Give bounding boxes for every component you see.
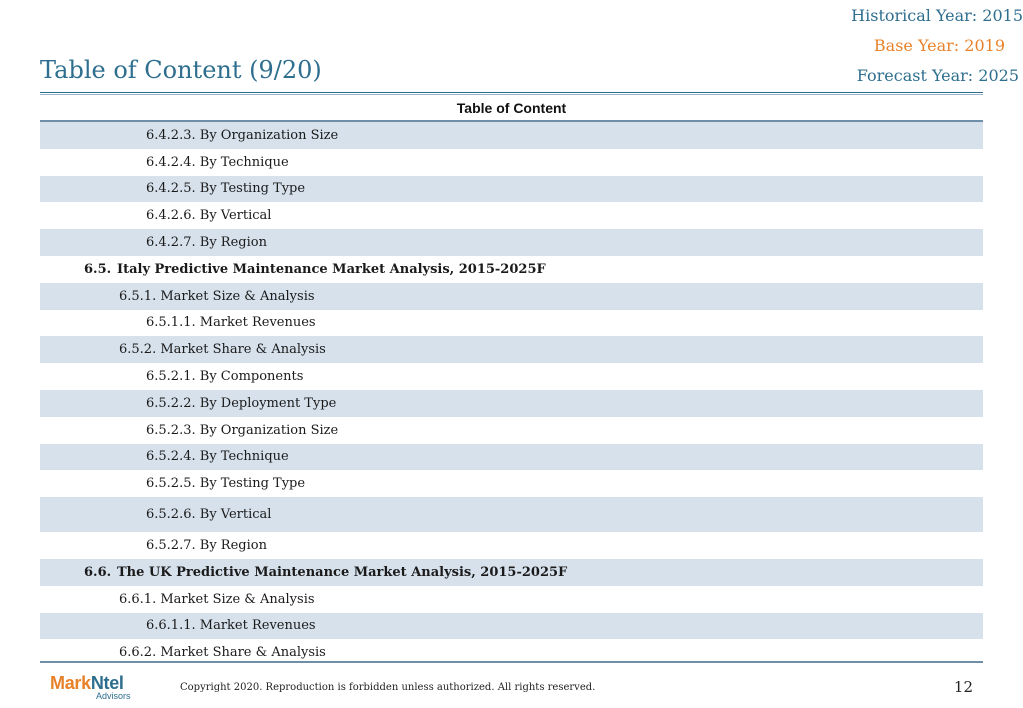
toc-row-number: 6.5.2.1. bbox=[146, 369, 196, 385]
toc-row-number: 6.5.2.3. bbox=[146, 422, 196, 438]
toc-row bbox=[40, 229, 983, 256]
toc-row bbox=[40, 586, 983, 613]
toc-row bbox=[40, 497, 983, 532]
toc-row-text: By Vertical bbox=[199, 507, 272, 523]
toc-row bbox=[40, 283, 983, 310]
toc-row-number: 6.5. bbox=[84, 261, 112, 277]
toc-row-text: Market Revenues bbox=[199, 315, 316, 331]
toc-row-text: Italy Predictive Maintenance Market Analysis, 2015-2025F bbox=[117, 261, 546, 277]
toc-row bbox=[40, 202, 983, 229]
toc-row-text: By Components bbox=[199, 369, 304, 385]
toc-row-number: 6.4.2.6. bbox=[146, 208, 196, 224]
toc-row-text: Market Revenues bbox=[199, 618, 316, 634]
toc-row-text: By Testing Type bbox=[199, 181, 306, 197]
marknetel-logo bbox=[50, 673, 131, 701]
toc-row bbox=[40, 444, 983, 471]
forecast-year: Forecast Year: 2025 bbox=[856, 66, 1019, 85]
toc-row bbox=[40, 122, 983, 149]
toc-row bbox=[40, 336, 983, 363]
toc-row bbox=[40, 390, 983, 417]
toc-row-text: Market Share & Analysis bbox=[160, 645, 326, 661]
toc-row bbox=[40, 310, 983, 337]
historical-year: Historical Year: 2015 bbox=[851, 6, 1023, 25]
toc-row-text: By Technique bbox=[199, 449, 289, 465]
footer-divider bbox=[40, 661, 983, 663]
toc-row-number: 6.5.2. bbox=[119, 342, 157, 358]
toc-row-number: 6.5.2.2. bbox=[146, 395, 196, 411]
toc-row-number: 6.5.1.1. bbox=[146, 315, 196, 331]
base-year: Base Year: 2019 bbox=[873, 36, 1005, 55]
toc-row bbox=[40, 613, 983, 640]
toc-row bbox=[40, 176, 983, 203]
toc-row-number: 6.4.2.4. bbox=[146, 154, 196, 170]
toc-row-text: By Region bbox=[199, 235, 267, 251]
toc-row-text: By Testing Type bbox=[199, 476, 306, 492]
toc-row-number: 6.5.2.7. bbox=[146, 538, 196, 554]
toc-rows bbox=[40, 122, 983, 666]
toc-heading: Table of Content bbox=[40, 96, 983, 122]
toc-row-number: 6.5.1. bbox=[119, 288, 157, 304]
toc-row-text: Market Share & Analysis bbox=[160, 342, 326, 358]
toc-row bbox=[40, 417, 983, 444]
toc-row-text: By Organization Size bbox=[199, 127, 339, 143]
title-divider bbox=[40, 92, 983, 95]
toc-row-number: 6.5.2.6. bbox=[146, 507, 196, 523]
logo-subtitle: Advisors bbox=[96, 691, 131, 701]
toc-row-text: By Technique bbox=[199, 154, 289, 170]
toc-row bbox=[40, 149, 983, 176]
toc-row-number: 6.5.2.4. bbox=[146, 449, 196, 465]
toc-row-text: Market Size & Analysis bbox=[160, 288, 315, 304]
copyright-text: Copyright 2020. Reproduction is forbidden unless authorized. All rights reserved. bbox=[180, 682, 596, 693]
footer bbox=[0, 668, 1023, 708]
toc-table bbox=[40, 96, 983, 666]
toc-row-number: 6.4.2.5. bbox=[146, 181, 196, 197]
toc-row-number: 6.6.1.1. bbox=[146, 618, 196, 634]
toc-row-text: By Vertical bbox=[199, 208, 272, 224]
toc-row bbox=[40, 363, 983, 390]
toc-row bbox=[40, 256, 983, 283]
toc-row-text: Market Size & Analysis bbox=[160, 591, 315, 607]
toc-row-text: By Region bbox=[199, 538, 267, 554]
toc-row bbox=[40, 532, 983, 559]
page-title: Table of Content (9/20) bbox=[40, 56, 322, 84]
toc-row-number: 6.4.2.3. bbox=[146, 127, 196, 143]
toc-row-text: By Deployment Type bbox=[199, 395, 337, 411]
page-number: 12 bbox=[953, 678, 973, 696]
toc-row bbox=[40, 559, 983, 586]
toc-row-number: 6.4.2.7. bbox=[146, 235, 196, 251]
toc-row-number: 6.6.2. bbox=[119, 645, 157, 661]
toc-row-number: 6.5.2.5. bbox=[146, 476, 196, 492]
toc-row bbox=[40, 470, 983, 497]
logo-ntel-text: Ntel bbox=[90, 673, 124, 693]
logo-mark-text: Mark bbox=[50, 673, 91, 693]
toc-row-text: By Organization Size bbox=[199, 422, 339, 438]
toc-row-text: The UK Predictive Maintenance Market Analysis, 2015-2025F bbox=[117, 564, 568, 580]
toc-row-number: 6.6. bbox=[84, 564, 112, 580]
toc-row-number: 6.6.1. bbox=[119, 591, 157, 607]
